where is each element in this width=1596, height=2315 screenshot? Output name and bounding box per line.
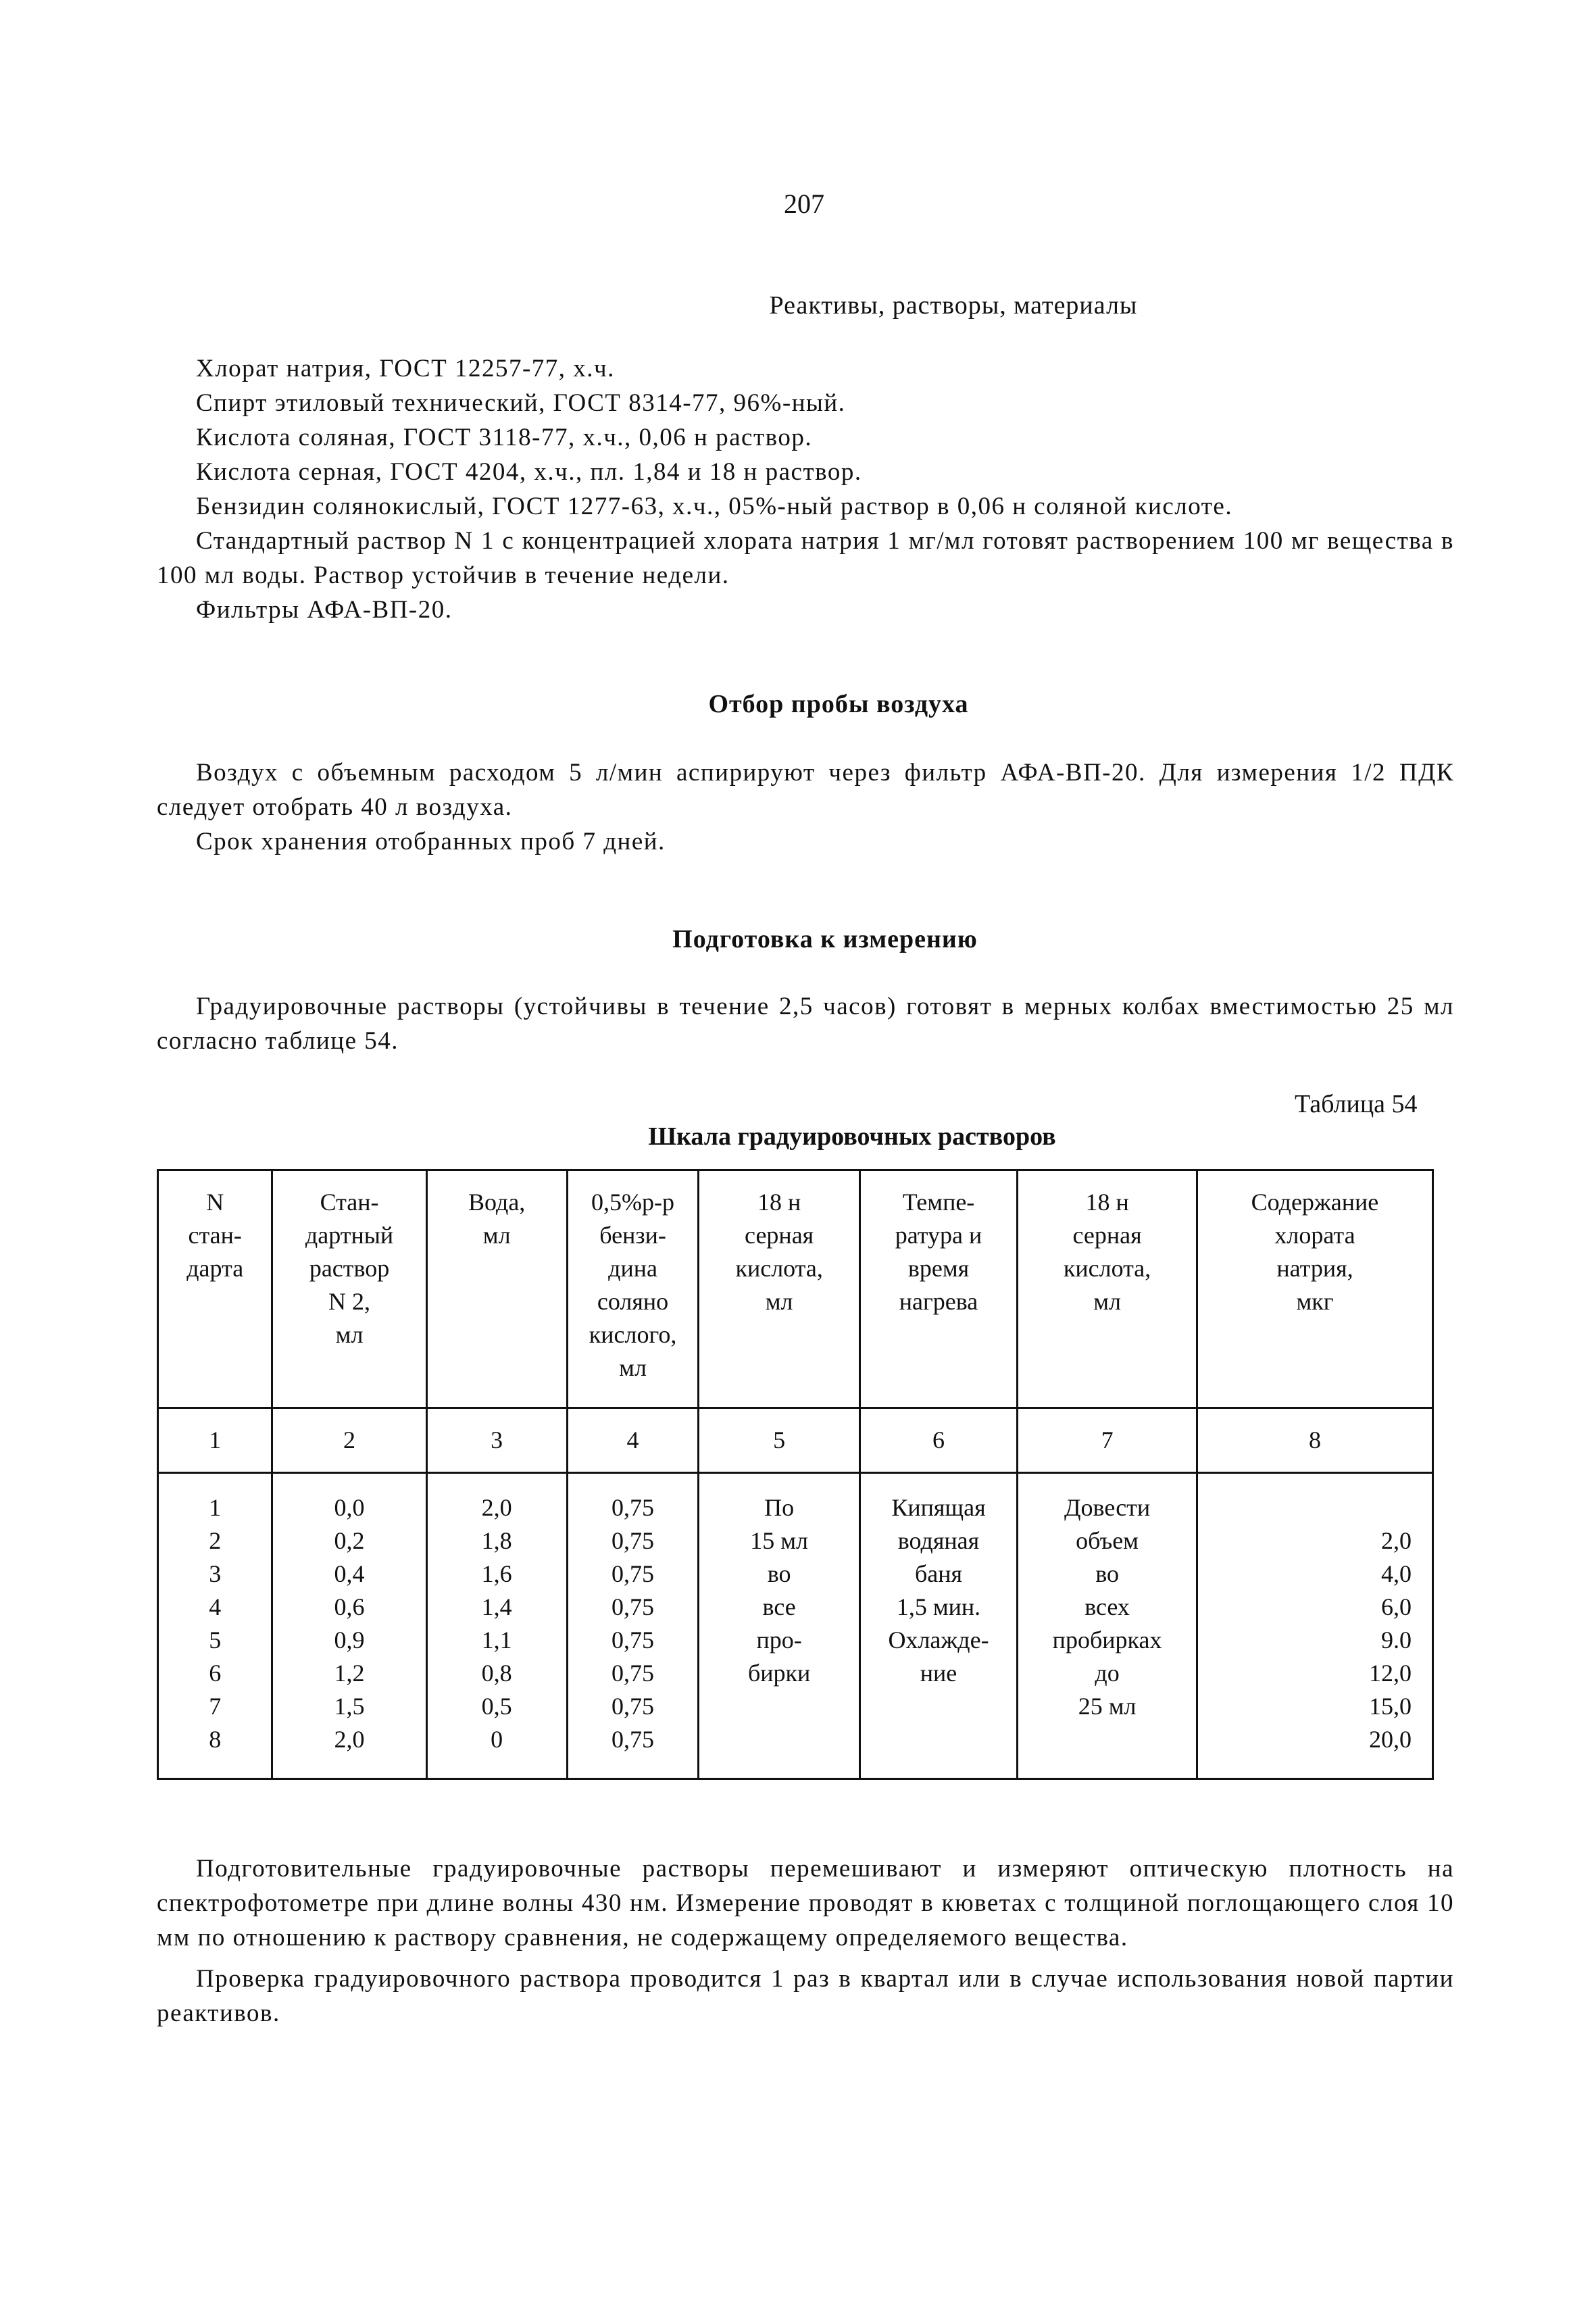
header-cell: 0,5%р-р бензи- дина соляно кислого, мл [567, 1170, 699, 1408]
header-cell: Темпе- ратура и время нагрева [859, 1170, 1017, 1408]
header-cell: N стан- дарта [158, 1170, 272, 1408]
column-number: 8 [1197, 1408, 1432, 1473]
heating-column: Кипящая водяная баня 1,5 мин. Охлажде- ние [859, 1473, 1017, 1779]
paragraph: Срок хранения отобранных проб 7 дней. [196, 828, 666, 855]
table-title: Шкала градуировочных растворов [648, 1122, 1056, 1151]
chlorate-content-column: 2,0 4,0 6,0 9.0 12,0 15,0 20,0 [1197, 1473, 1432, 1779]
reagent-line: Фильтры АФА-ВП-20. [196, 596, 453, 624]
header-cell: Вода, мл [426, 1170, 567, 1408]
column-number: 4 [567, 1408, 699, 1473]
sampling-text [157, 755, 1454, 859]
stock-solution-column: 0,0 0,2 0,4 0,6 0,9 1,2 1,5 2,0 [272, 1473, 426, 1779]
prep-heading: Подготовка к измерению [672, 925, 978, 953]
reagent-line: Кислота соляная, ГОСТ 3118-77, х.ч., 0,06 н раствор. [196, 424, 813, 451]
reagent-line: Бензидин солянокислый, ГОСТ 1277-63, х.ч., 05%-ный раствор в 0,06 н соляной кислоте. [196, 493, 1233, 520]
header-cell: Содержание хлората натрия, мкг [1197, 1170, 1432, 1408]
measurement-text [157, 1851, 1454, 2031]
column-number: 6 [859, 1408, 1017, 1473]
column-number: 3 [426, 1408, 567, 1473]
column-number: 5 [699, 1408, 859, 1473]
prep-text [157, 989, 1454, 1058]
header-cell: Стан- дартный раствор N 2, мл [272, 1170, 426, 1408]
reagent-line: Спирт этиловый технический, ГОСТ 8314-77, 96%-ный. [196, 389, 846, 417]
reagent-line: Кислота серная, ГОСТ 4204, х.ч., пл. 1,84 и 18 н раствор. [196, 458, 862, 486]
sampling-heading: Отбор пробы воздуха [708, 690, 969, 718]
reagents-list [157, 351, 1454, 627]
calibration-table [157, 1169, 1434, 1780]
column-number-row [158, 1408, 1433, 1473]
table-data-row [158, 1473, 1433, 1779]
reagent-line: Стандартный раствор N 1 с концентрацией хлората натрия 1 мг/мл готовят растворением 100 мг вещества в 100 мл воды. Раствор устойчив в течение недели. [157, 527, 1454, 589]
paragraph: Воздух с объемным расходом 5 л/мин аспирируют через фильтр АФА-ВП-20. Для измерения 1/2 ПДК следует отобрать 40 л воздуха. [157, 759, 1454, 821]
page-number: 207 [784, 189, 824, 219]
paragraph: Подготовительные градуировочные растворы перемешивают и измеряют оптическую плотность на спектрофотометре при длине волны 430 нм. Измерение проводят в кюветах с толщиной поглощающего слоя 10 мм по отношению к раствору сравнения, не содержащему определяемого вещества. [157, 1855, 1454, 1951]
column-number: 2 [272, 1408, 426, 1473]
paragraph: Проверка градуировочного раствора проводится 1 раз в квартал или в случае использования новой партии реактивов. [157, 1965, 1454, 2027]
reagents-heading: Реактивы, растворы, материалы [769, 291, 1138, 320]
column-number: 7 [1018, 1408, 1197, 1473]
benzidine-column: 0,75 0,75 0,75 0,75 0,75 0,75 0,75 0,75 [567, 1473, 699, 1779]
table-label: Таблица 54 [1295, 1090, 1418, 1118]
column-number: 1 [158, 1408, 272, 1473]
sulfuric-acid-volume-column: Довести объем во всех пробирках до 25 мл [1018, 1473, 1197, 1779]
header-cell: 18 н серная кислота, мл [699, 1170, 859, 1408]
water-column: 2,0 1,8 1,6 1,4 1,1 0,8 0,5 0 [426, 1473, 567, 1779]
header-cell: 18 н серная кислота, мл [1018, 1170, 1197, 1408]
standard-number-column: 1 2 3 4 5 6 7 8 [158, 1473, 272, 1779]
sulfuric-acid-column: По 15 мл во все про- бирки [699, 1473, 859, 1779]
paragraph: Градуировочные растворы (устойчивы в течение 2,5 часов) готовят в мерных колбах вместимостью 25 мл согласно таблице 54. [157, 993, 1454, 1055]
table-header-row [158, 1170, 1433, 1408]
reagent-line: Хлорат натрия, ГОСТ 12257-77, х.ч. [196, 355, 615, 382]
